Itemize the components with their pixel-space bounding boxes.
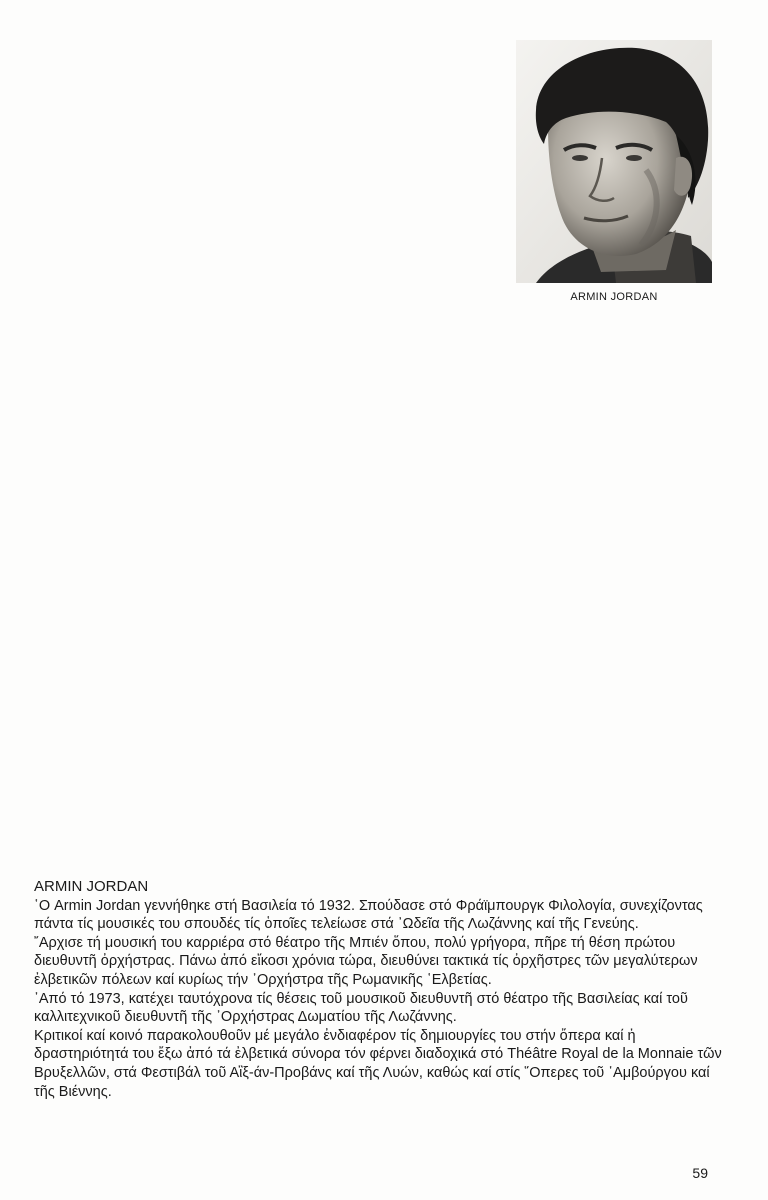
portrait-image	[516, 40, 712, 283]
conductor-portrait-photo	[516, 40, 712, 283]
biography-paragraph: ῎Αρχισε τή μουσική του καρριέρα στό θέατρο τῆς Μπιέν ὅπου, πολύ γρήγορα, πῆρε τή θέση πρώτου διευθυντῆ ὀρχήστρας. Πάνω ἀπό εἴκοσι χρόνια τώρα, διευθύνει τακτικά τίς ὀρχῆστρες τῶν μεγαλύτερων ἐλβετικῶν πόλεων καί κυρίως τήν ᾿Ορχήστρα τῆς Ρωμανικῆς ῾Ελβετίας.	[34, 934, 698, 988]
biography-paragraph: ᾿Από τό 1973, κατέχει ταυτόχρονα τίς θέσεις τοῦ μουσικοῦ διευθυντῆ στό θέατρο τῆς Βασιλείας καί τοῦ καλλιτεχνικοῦ διευθυντῆ τῆς ᾿Ορχήστρας Δωματίου τῆς Λωζάννης.	[34, 990, 688, 1026]
biography-paragraph: ῾Ο Armin Jordan γεννήθηκε στή Βασιλεία τό 1932. Σπούδασε στό Φράϊμπουργκ Φιλολογία, συνεχίζοντας πάντα τίς μουσικές του σπουδές τίς ὁποῖες τελείωσε στά ᾿Ωδεῖα τῆς Λωζάννης καί τῆς Γενεύης.	[34, 897, 703, 933]
photo-caption: ARMIN JORDAN	[570, 291, 658, 303]
biography-paragraph: Κριτικοί καί κοινό παρακολουθοῦν μέ μεγάλο ἐνδιαφέρον τίς δημιουργίες του στήν ὄπερα καί ἡ δραστηριότητά του ἔξω ἀπό τά ἐλβετικά σύνορα τόν φέρνει διαδοχικά στό Théâtre Royal de la Monnaie τῶν Βρυξελλῶν, στά Φεστιβάλ τοῦ Αἲξ-άν-Προβάνς καί τῆς Λυών, καθώς καί στίς ῞Οπερες τοῦ ῾Αμβούργου καί τῆς Βιέννης.	[34, 1027, 722, 1100]
biography-heading: ARMIN JORDAN	[34, 878, 149, 895]
page-number: 59	[692, 1165, 708, 1181]
biography-section	[34, 878, 724, 1101]
